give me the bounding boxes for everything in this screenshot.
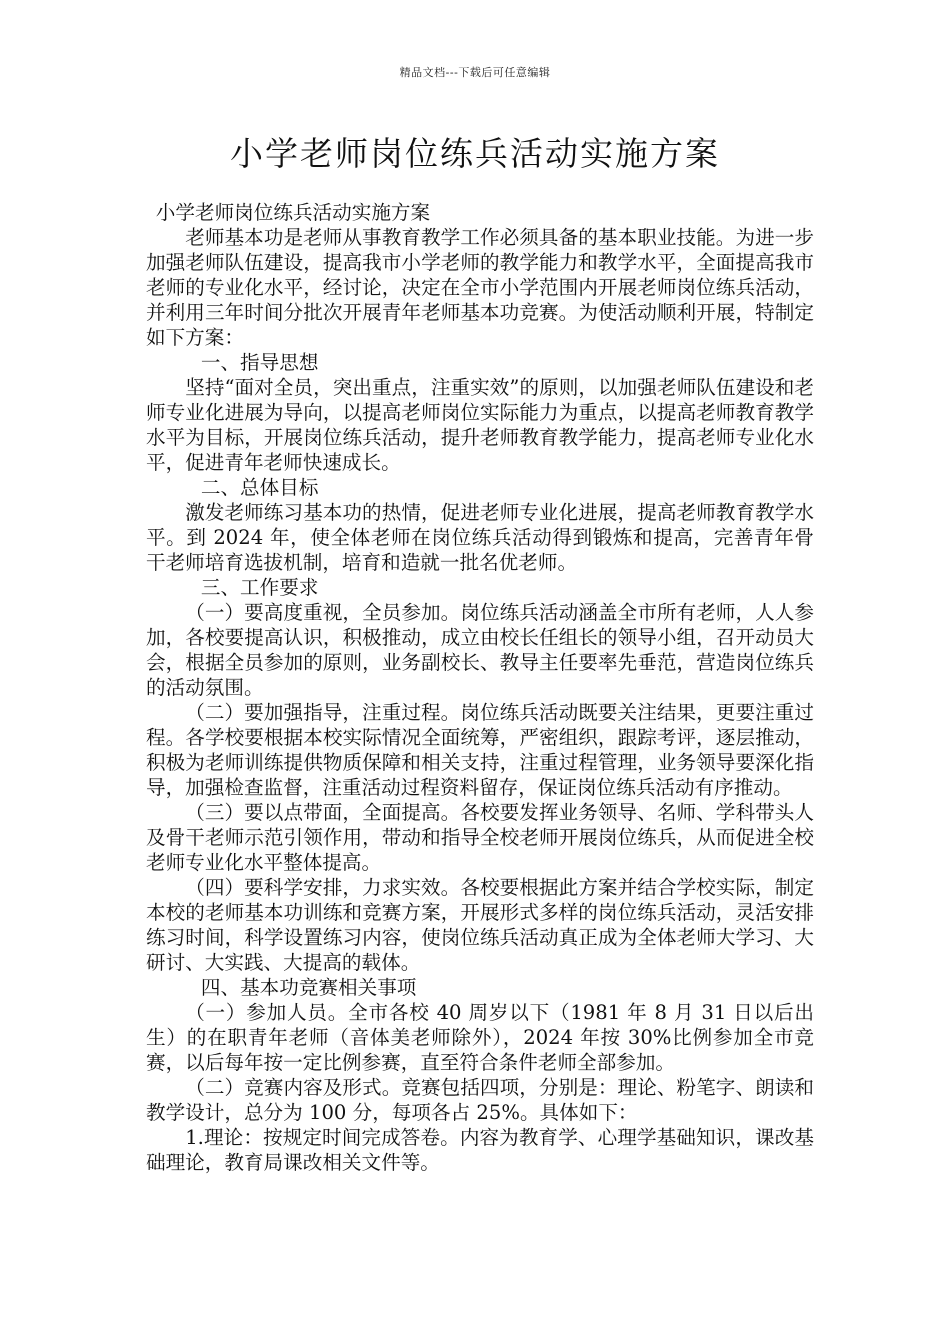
- paragraph-intro: 老师基本功是老师从事教育教学工作必须具备的基本职业技能。为进一步加强老师队伍建设，提高我市小学老师的教学能力和教学水平，全面提高我市老师的专业化水平，经讨论，决定在全市小学范围内开展老师岗位练兵活动，并利用三年时间分批次开展青年老师基本功竞赛。为使活动顺利开展，特制定如下方案：: [146, 226, 814, 349]
- paragraph-guiding: 坚持“面对全员，突出重点，注重实效”的原则，以加强老师队伍建设和老师专业化进展为导向，以提高老师岗位实际能力为重点，以提高老师教育教学水平为目标，开展岗位练兵活动，提升老师教育教学能力，提高老师专业化水平，促进青年老师快速成长。: [146, 376, 814, 474]
- document-body: [146, 200, 814, 1175]
- paragraph-requirement-1: （一）要高度重视，全员参加。岗位练兵活动涵盖全市所有老师，人人参加，各校要提高认识，积极推动，成立由校长任组长的领导小组，召开动员大会，根据全员参加的原则，业务副校长、教导主任要率先垂范，营造岗位练兵的活动氛围。: [146, 601, 814, 699]
- header-note: 精品文档---下载后可任意编辑: [399, 66, 551, 79]
- section-heading-competition: 四、基本功竞赛相关事项: [200, 976, 417, 999]
- paragraph-competition-2: （二）竞赛内容及形式。竞赛包括四项，分别是：理论、粉笔字、朗读和教学设计，总分为 100 分，每项各占 25%。具体如下：: [146, 1076, 814, 1124]
- paragraph-competition-1: （一）参加人员。全市各校 40 周岁以下（1981 年 8 月 31 日以后出生）的在职青年老师（音体美老师除外），2024 年按 30%比例参加全市竞赛，以后每年按一定比例参赛，直至符合条件老师全部参加。: [146, 1001, 814, 1074]
- section-heading-guiding: 一、指导思想: [200, 351, 319, 374]
- paragraph-requirement-3: （三）要以点带面，全面提高。各校要发挥业务领导、名师、学科带头人及骨干老师示范引领作用，带动和指导全校老师开展岗位练兵，从而促进全校老师专业化水平整体提高。: [146, 801, 814, 874]
- document-title: 小学老师岗位练兵活动实施方案: [230, 134, 720, 173]
- subtitle: 小学老师岗位练兵活动实施方案: [155, 201, 431, 224]
- section-heading-requirements: 三、工作要求: [200, 576, 319, 599]
- paragraph-goals: 激发老师练习基本功的热情，促进老师专业化进展，提高老师教育教学水平。到 2024 年，使全体老师在岗位练兵活动得到锻炼和提高，完善青年骨干老师培育选拔机制，培育和造就一批名优老师。: [146, 501, 814, 574]
- paragraph-requirement-2: （二）要加强指导，注重过程。岗位练兵活动既要关注结果，更要注重过程。各学校要根据本校实际情况全面统筹，严密组织，跟踪考评，逐层推动，积极为老师训练提供物质保障和相关支持，注重过程管理，业务领导要深化指导，加强检查监督，注重活动过程资料留存，保证岗位练兵活动有序推动。: [146, 701, 814, 799]
- section-heading-goals: 二、总体目标: [200, 476, 319, 499]
- paragraph-requirement-4: （四）要科学安排，力求实效。各校要根据此方案并结合学校实际，制定本校的老师基本功训练和竞赛方案，开展形式多样的岗位练兵活动，灵活安排练习时间，科学设置练习内容，使岗位练兵活动真正成为全体老师大学习、大研讨、大实践、大提高的载体。: [146, 876, 814, 974]
- paragraph-competition-3: 1.理论：按规定时间完成答卷。内容为教育学、心理学基础知识，课改基础理论，教育局课改相关文件等。: [146, 1126, 814, 1174]
